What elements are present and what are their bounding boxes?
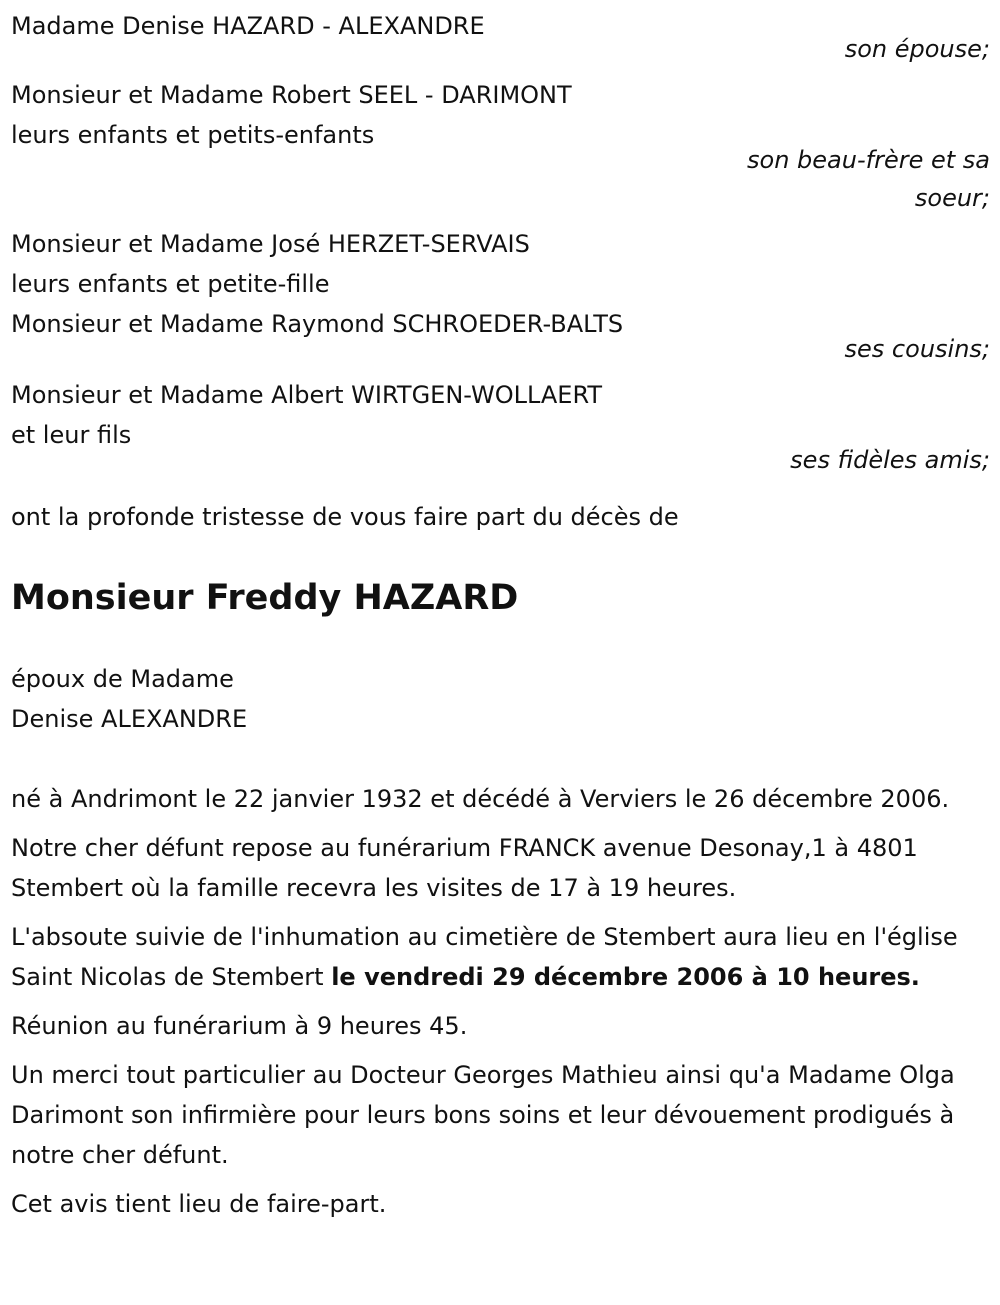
family-name-line: Monsieur et Madame Albert WIRTGEN-WOLLAERT	[11, 381, 603, 409]
spouse-line: époux de Madame	[11, 665, 234, 693]
relation-label: son beau-frère et sa	[747, 146, 990, 174]
birth-death-paragraph: né à Andrimont le 22 janvier 1932 et décédé à Verviers le 26 décembre 2006.	[11, 785, 950, 813]
spouse-line: Denise ALEXANDRE	[11, 705, 248, 733]
family-group-cousins	[11, 224, 990, 368]
rest-place-paragraph: Notre cher défunt repose au funérarium FRANCK avenue Desonay,1 à 4801 Stembert où la famille recevra les visites de 17 à 19 heures.	[11, 834, 918, 902]
family-name-line: leurs enfants et petits-enfants	[11, 121, 375, 149]
relation-label: ses cousins;	[844, 335, 990, 363]
relation-label: ses fidèles amis;	[790, 446, 990, 474]
thanks-paragraph: Un merci tout particulier au Docteur Georges Mathieu ainsi qu'a Madame Olga Darimont son infirmière pour leurs bons soins et leur dévouement prodigués à notre cher défunt.	[11, 1061, 955, 1169]
closing-paragraph: Cet avis tient lieu de faire-part.	[11, 1190, 387, 1218]
relation-label: soeur;	[914, 184, 990, 212]
spouse-info	[11, 659, 990, 739]
family-name-line: leurs enfants et petite-fille	[11, 270, 330, 298]
family-group-brother-in-law	[11, 75, 990, 217]
ceremony-date: le vendredi 29 décembre 2006 à 10 heures.	[331, 963, 920, 991]
family-name-line: Monsieur et Madame Robert SEEL - DARIMONT	[11, 81, 572, 109]
family-name-line: Monsieur et Madame José HERZET-SERVAIS	[11, 230, 530, 258]
meeting-paragraph: Réunion au funérarium à 9 heures 45.	[11, 1012, 468, 1040]
ceremony-paragraph	[11, 917, 990, 997]
relation-label: son épouse;	[844, 35, 990, 63]
family-name-line: Monsieur et Madame Raymond SCHROEDER-BALTS	[11, 310, 624, 338]
family-name-line: et leur fils	[11, 421, 132, 449]
family-group-spouse	[11, 6, 990, 68]
ceremony-text: L'absoute suivie de l'inhumation au cimetière de Stembert aura lieu en l'église Saint Nicolas de Stembert	[11, 923, 958, 991]
family-group-friends	[11, 375, 990, 479]
announcement-text: ont la profonde tristesse de vous faire part du décès de	[11, 503, 679, 531]
family-name-line: Madame Denise HAZARD - ALEXANDRE	[11, 12, 485, 40]
deceased-name: Monsieur Freddy HAZARD	[11, 578, 519, 618]
